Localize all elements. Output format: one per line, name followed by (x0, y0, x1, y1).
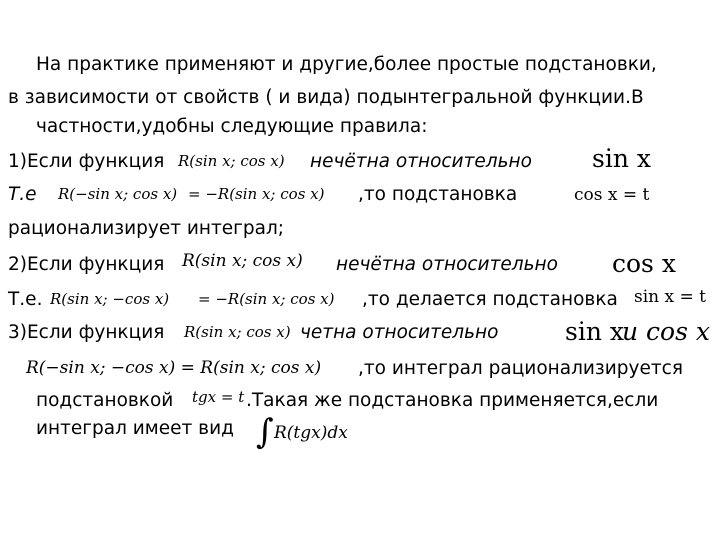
rule1-then: ,то подстановка (358, 184, 518, 205)
rule3-variable-sin: sin x (565, 317, 624, 346)
intro-line-2: в зависимости от свойств ( и вида) подынтегральной функции.В (8, 87, 644, 108)
rule3-prefix: 3)Если функция (8, 322, 165, 343)
rule3-equation: R(−sin x; −cos x) = R(sin x; cos x) (26, 358, 322, 378)
rule3-sub-prefix: подстановкой (36, 390, 174, 411)
rule2-substitution-formula: sin x = t (634, 287, 706, 307)
rule1-function-formula: R(sin x; cos x) (178, 152, 285, 170)
integral-sign: ∫ (256, 412, 274, 452)
rule2-then: ,то делается подстановка (362, 289, 618, 310)
rule1-prefix: 1)Если функция (8, 151, 165, 172)
rule1-tail: рационализирует интеграл; (8, 218, 285, 239)
intro-line-3: частности,удобны следующие правила: (36, 116, 428, 137)
rule3-substitution-formula: tgx = t (192, 388, 245, 406)
rule3-sub-tail: .Такая же подстановка применяется,если (246, 390, 659, 411)
rule2-property: нечётна относительно (336, 254, 558, 275)
rule3-then: ,то интеграл рационализируется (358, 358, 683, 379)
rule2-equation-right: = −R(sin x; cos x) (198, 290, 335, 308)
rule3-property: четна относительно (300, 322, 499, 343)
rule1-equation-right: = −R(sin x; cos x) (188, 185, 325, 203)
rule3-function-formula: R(sin x; cos x) (184, 323, 291, 341)
rule2-variable-formula: cos x (612, 249, 676, 278)
rule1-property: нечётна относительно (310, 151, 532, 172)
rule1-te: Т.е (8, 184, 37, 205)
intro-line-1: На практике применяют и другие,более простые подстановки, (36, 54, 657, 75)
rule2-prefix: 2)Если функция (8, 254, 165, 275)
rule1-variable-formula: sin x (592, 144, 651, 173)
integral-integrand: R(tgx)dx (274, 423, 348, 443)
rule2-te: Т.е. (8, 289, 43, 310)
rule2-function-formula: R(sin x; cos x) (182, 251, 303, 271)
rule1-equation-left: R(−sin x; cos x) (58, 185, 178, 203)
rule1-substitution-formula: cos x = t (574, 185, 650, 205)
rule2-equation-left: R(sin x; −cos x) (50, 290, 170, 308)
rule3-variable-cos: и cos x (622, 317, 710, 346)
final-line: интеграл имеет вид (36, 418, 234, 439)
